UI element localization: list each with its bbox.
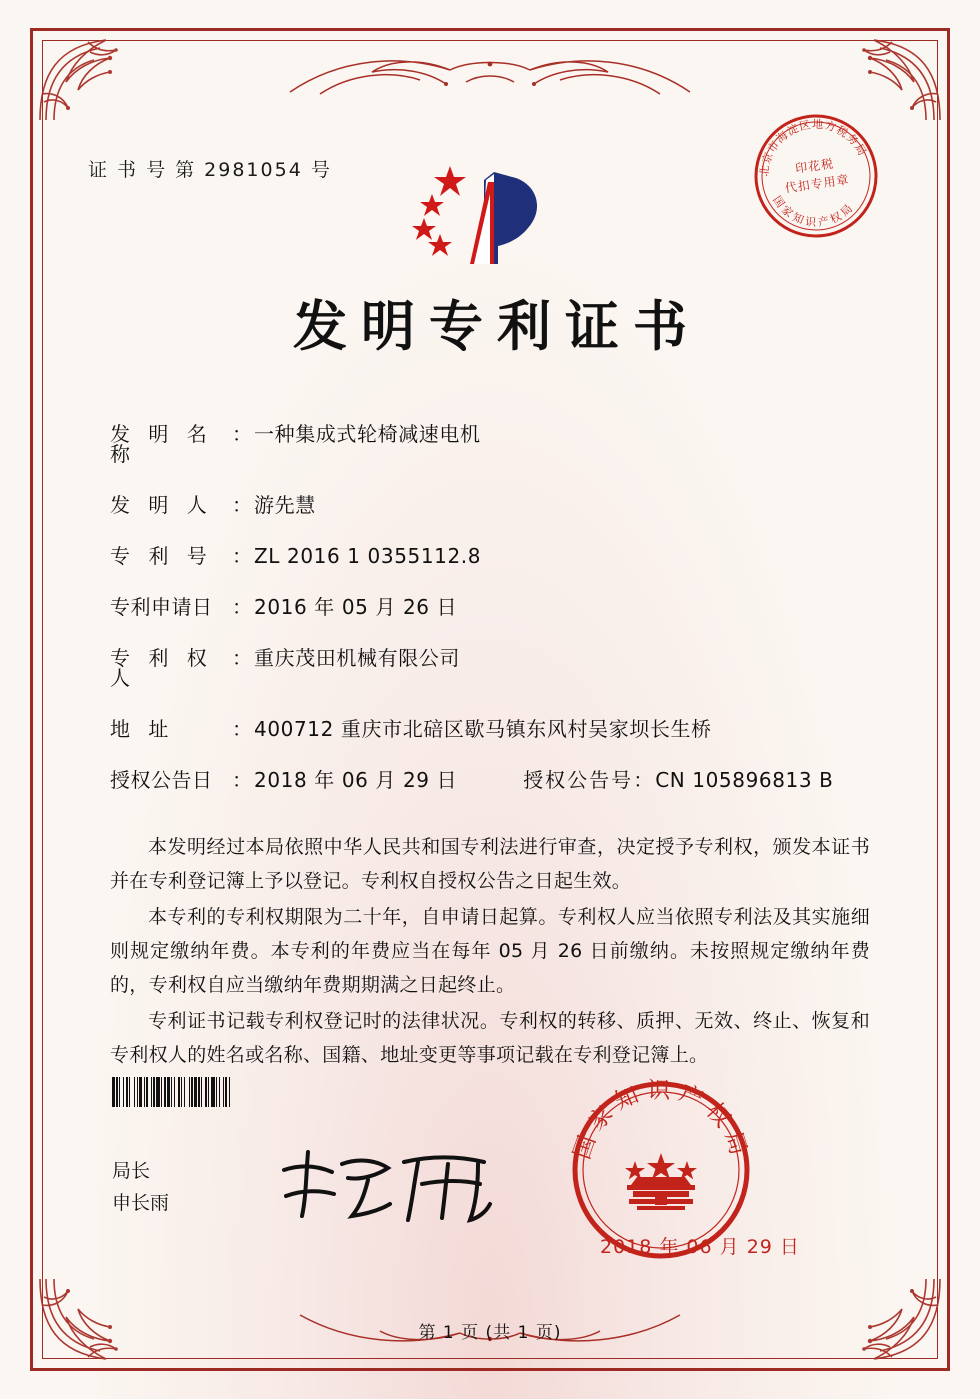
field-value: 2016 年 05 月 26 日 — [254, 595, 458, 619]
svg-text:国家知识产权局: 国家知识产权局 — [770, 193, 858, 230]
body-paragraph-3: 专利证书记载专利权登记时的法律状况。专利权的转移、质押、无效、终止、恢复和专利权人的姓名或名称、国籍、地址变更等事项记载在专利登记簿上。 — [110, 1010, 870, 1066]
field-colon: ： — [232, 646, 252, 670]
field-label-grant-date: 授权公告日 — [110, 768, 213, 792]
director-label: 局长 — [112, 1160, 151, 1182]
certificate-fields — [110, 424, 880, 821]
field-address — [110, 719, 880, 739]
field-colon: ： — [232, 544, 252, 568]
field-label: 专利申请日 — [110, 595, 213, 619]
page-title: 发明专利证书 — [293, 295, 701, 358]
field-value: 重庆茂田机械有限公司 — [254, 646, 460, 670]
field-colon: ： — [232, 768, 252, 792]
field-colon: ： — [232, 493, 252, 517]
handwritten-signature-icon — [272, 1140, 512, 1230]
field-label: 专 利 号 — [110, 544, 213, 568]
svg-text:印花税: 印花税 — [794, 156, 835, 176]
field-invention-name — [110, 424, 880, 464]
field-colon: ： — [232, 422, 252, 446]
field-label: 发 明 名 称 — [110, 422, 213, 466]
field-value-grant-date: 2018 年 06 月 29 日 — [254, 768, 458, 792]
certificate-body — [110, 830, 870, 1074]
tax-stamp-seal — [748, 108, 884, 244]
field-grant-row — [110, 770, 880, 790]
page-footer: 第 1 页 (共 1 页) — [418, 1323, 562, 1343]
field-label-grant-number: 授权公告号 — [523, 768, 634, 792]
field-application-date — [110, 597, 880, 617]
top-flourish-ornament — [280, 48, 700, 104]
field-value: 400712 重庆市北碚区歇马镇东风村吴家坝长生桥 — [254, 717, 712, 741]
body-paragraph-2: 本专利的专利权期限为二十年，自申请日起算。专利权人应当依照专利法及其实施细则规定缴纳年费。本专利的年费应当在每年 05 月 26 日前缴纳。未按照规定缴纳年费的，专利权自应当缴纳年费期期满之日起终止。 — [110, 906, 870, 996]
body-paragraph-1: 本发明经过本局依照中华人民共和国专利法进行审查，决定授予专利权，颁发本证书并在专利登记簿上予以登记。专利权自授权公告之日起生效。 — [110, 836, 870, 892]
grant-number-group — [523, 770, 833, 790]
field-colon: ： — [633, 768, 654, 792]
director-block — [112, 1155, 169, 1219]
certificate-number: 证 书 号 第 2981054 号 — [88, 159, 332, 181]
field-inventor — [110, 495, 880, 515]
barcode — [112, 1077, 380, 1107]
field-colon: ： — [232, 717, 252, 741]
field-colon: ： — [232, 595, 252, 619]
field-value: ZL 2016 1 0355112.8 — [254, 544, 482, 568]
cnipa-logo — [398, 152, 578, 277]
field-value-grant-number: CN 105896813 B — [655, 768, 834, 792]
svg-text:代扣专用章: 代扣专用章 — [783, 172, 851, 196]
field-value: 游先慧 — [254, 493, 316, 517]
field-value: 一种集成式轮椅减速电机 — [254, 422, 481, 446]
issue-date: 2018 年 06 月 29 日 — [600, 1236, 800, 1258]
field-label: 发 明 人 — [110, 493, 213, 517]
svg-text:北京市海淀区地方税务局: 北京市海淀区地方税务局 — [757, 117, 870, 178]
field-label: 地 址 — [110, 717, 175, 741]
director-name: 申长雨 — [112, 1192, 170, 1214]
field-label: 专 利 权 人 — [110, 646, 213, 690]
field-patent-number — [110, 546, 880, 566]
field-patentee — [110, 648, 880, 688]
svg-text:国家知识产权局: 国家知识产权局 — [569, 1077, 754, 1165]
